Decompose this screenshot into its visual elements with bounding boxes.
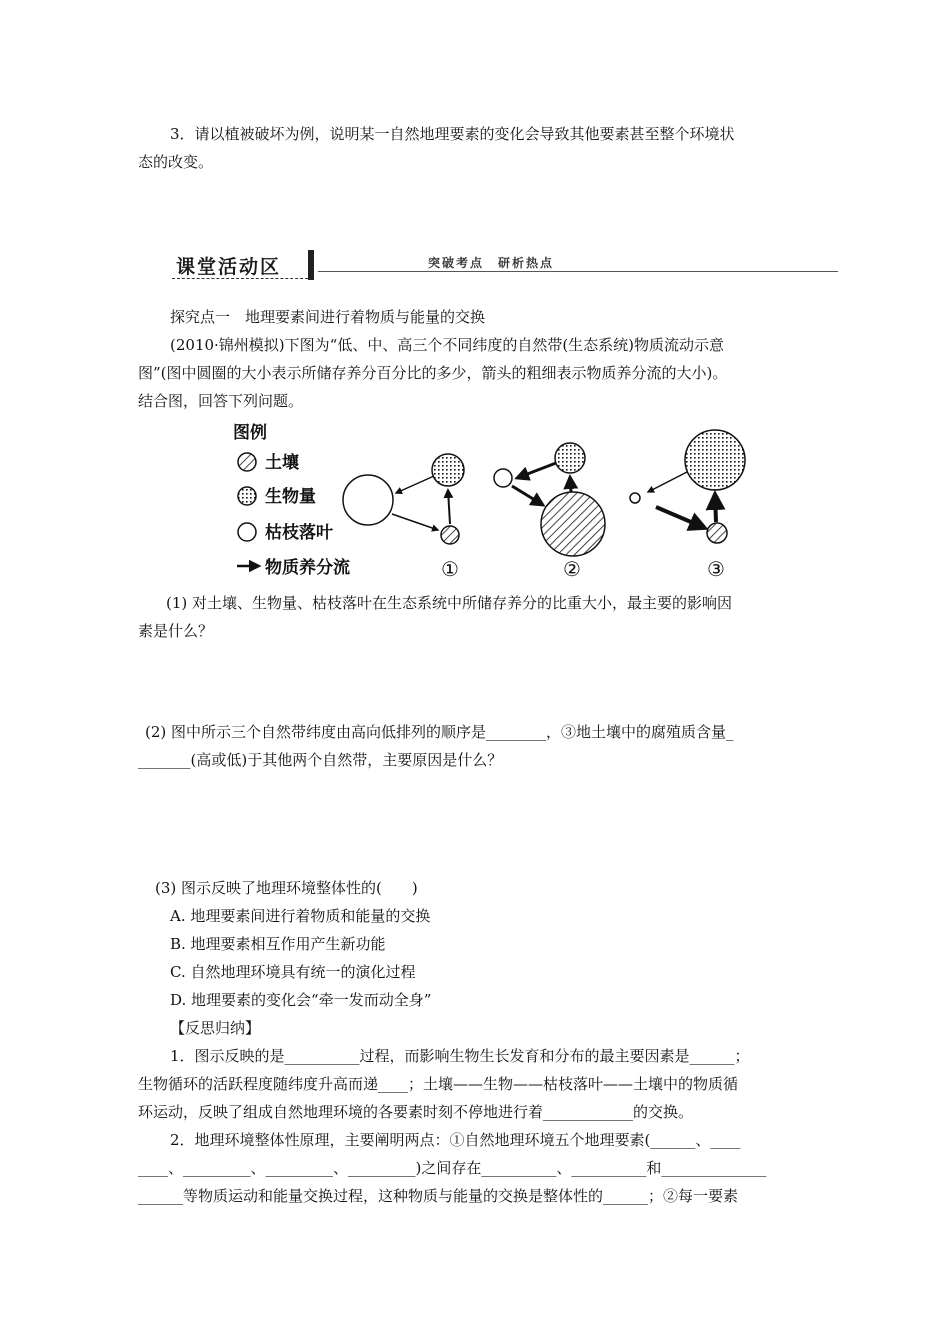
intro-line-1: (2010·锦州模拟)下图为“低、中、高三个不同纬度的自然带(生态系统)物质流动示意 <box>170 336 725 354</box>
legend-biomass-label: 生物量 <box>265 487 316 507</box>
banner-subtitle: 突破考点 研析热点 <box>428 256 555 270</box>
banner-dash <box>172 278 308 279</box>
diagram-2-biomass <box>555 443 585 473</box>
diagram-1-arrow-soil-to-biomass <box>448 490 450 524</box>
diagram-1-label: ① <box>441 557 459 581</box>
intro-line-3: 结合图，回答下列问题。 <box>138 392 304 410</box>
q1-line-2: 素是什么？ <box>138 622 214 640</box>
q3-option-b: B. 地理要素相互作用产生新功能 <box>170 935 386 953</box>
reflection-p1-line-2: 生物循环的活跃程度随纬度升高而递____；土壤——生物——枯枝落叶——土壤中的物质循 <box>138 1075 739 1093</box>
diagram-1-arrow-litter-to-soil <box>392 514 438 530</box>
diagram-3-arrow-soil-to-biomass <box>715 494 716 522</box>
diagram-3-soil <box>707 523 727 543</box>
q2-line-1: (2) 图中所示三个自然带纬度由高向低排列的顺序是________，③地土壤中的腐殖质含量_ <box>145 723 734 741</box>
q3-line-2: 态的改变。 <box>138 153 214 171</box>
q1-line-1: (1) 对土壤、生物量、枯枝落叶在生态系统中所储存养分的比重大小，最主要的影响因 <box>166 594 733 612</box>
q3-stem: (3) 图示反映了地理环境整体性的( ) <box>155 879 418 897</box>
reflection-heading: 【反思归纳】 <box>170 1019 261 1037</box>
diagram-2-label: ② <box>563 557 581 581</box>
reflection-p1-line-1: 1．图示反映的是__________过程，而影响生物生长发育和分布的最主要因素是______； <box>170 1047 750 1065</box>
diagram-2-soil <box>541 492 605 556</box>
reflection-p2-line-1: 2．地理环境整体性原理，主要阐明两点：①自然地理环境五个地理要素(______、____ <box>170 1131 741 1149</box>
reflection-p1-line-3: 环运动，反映了组成自然地理环境的各要素时刻不停地进行着____________的交换。 <box>138 1103 694 1121</box>
diagram-3-arrow-litter-to-soil <box>656 507 705 528</box>
diagram-1-arrow-biomass-to-litter <box>396 476 434 493</box>
banner-title: 课堂活动区 <box>176 256 282 278</box>
diagram-1-soil <box>441 526 459 544</box>
legend-flow-label: 物质养分流 <box>265 558 350 578</box>
diagram-2-arrow-litter-to-soil <box>512 486 543 505</box>
banner-rule <box>318 271 838 272</box>
q3-option-d: D. 地理要素的变化会“牵一发而动全身” <box>170 991 432 1009</box>
diagram-2-arrow-biomass-to-litter <box>517 463 556 478</box>
section-banner <box>170 248 840 284</box>
diagram-1-litter <box>343 475 393 525</box>
legend-litter-symbol <box>238 523 256 541</box>
diagram-3-label: ③ <box>707 557 725 581</box>
q3-option-c: C. 自然地理环境具有统一的演化过程 <box>170 963 416 981</box>
legend-litter-label: 枯枝落叶 <box>265 523 333 543</box>
diagram-3-biomass <box>685 430 745 490</box>
banner-bar <box>308 250 314 280</box>
legend-soil-label: 土壤 <box>265 453 299 473</box>
q3-option-a: A. 地理要素间进行着物质和能量的交换 <box>170 907 431 925</box>
reflection-p2-line-3: ______等物质运动和能量交换过程，这种物质与能量的交换是整体性的______；②每一要素 <box>138 1187 739 1205</box>
legend-biomass-symbol <box>238 487 256 505</box>
legend-soil-symbol <box>238 453 256 471</box>
reflection-p2-line-2: ____、_________、_________、_________)之间存在__________、__________和______________ <box>138 1159 767 1177</box>
diagram-2-arrow-soil-to-biomass <box>570 477 571 492</box>
diagram-2-litter <box>494 469 512 487</box>
diagram-1-biomass <box>432 454 464 486</box>
nutrient-flow-figure <box>225 420 765 582</box>
intro-line-2: 图”(图中圆圈的大小表示所储存养分百分比的多少，箭头的粗细表示物质养分流的大小)。 <box>138 364 728 382</box>
legend-title: 图例 <box>233 423 267 443</box>
section-heading: 探究点一 地理要素间进行着物质与能量的交换 <box>170 308 486 326</box>
q2-line-2: _______(高或低)于其他两个自然带，主要原因是什么？ <box>138 751 503 769</box>
diagram-3-litter <box>630 493 640 503</box>
q3-line-1: 3．请以植被破坏为例，说明某一自然地理要素的变化会导致其他要素甚至整个环境状 <box>170 125 735 143</box>
diagram-3-arrow-biomass-to-litter <box>648 472 687 492</box>
